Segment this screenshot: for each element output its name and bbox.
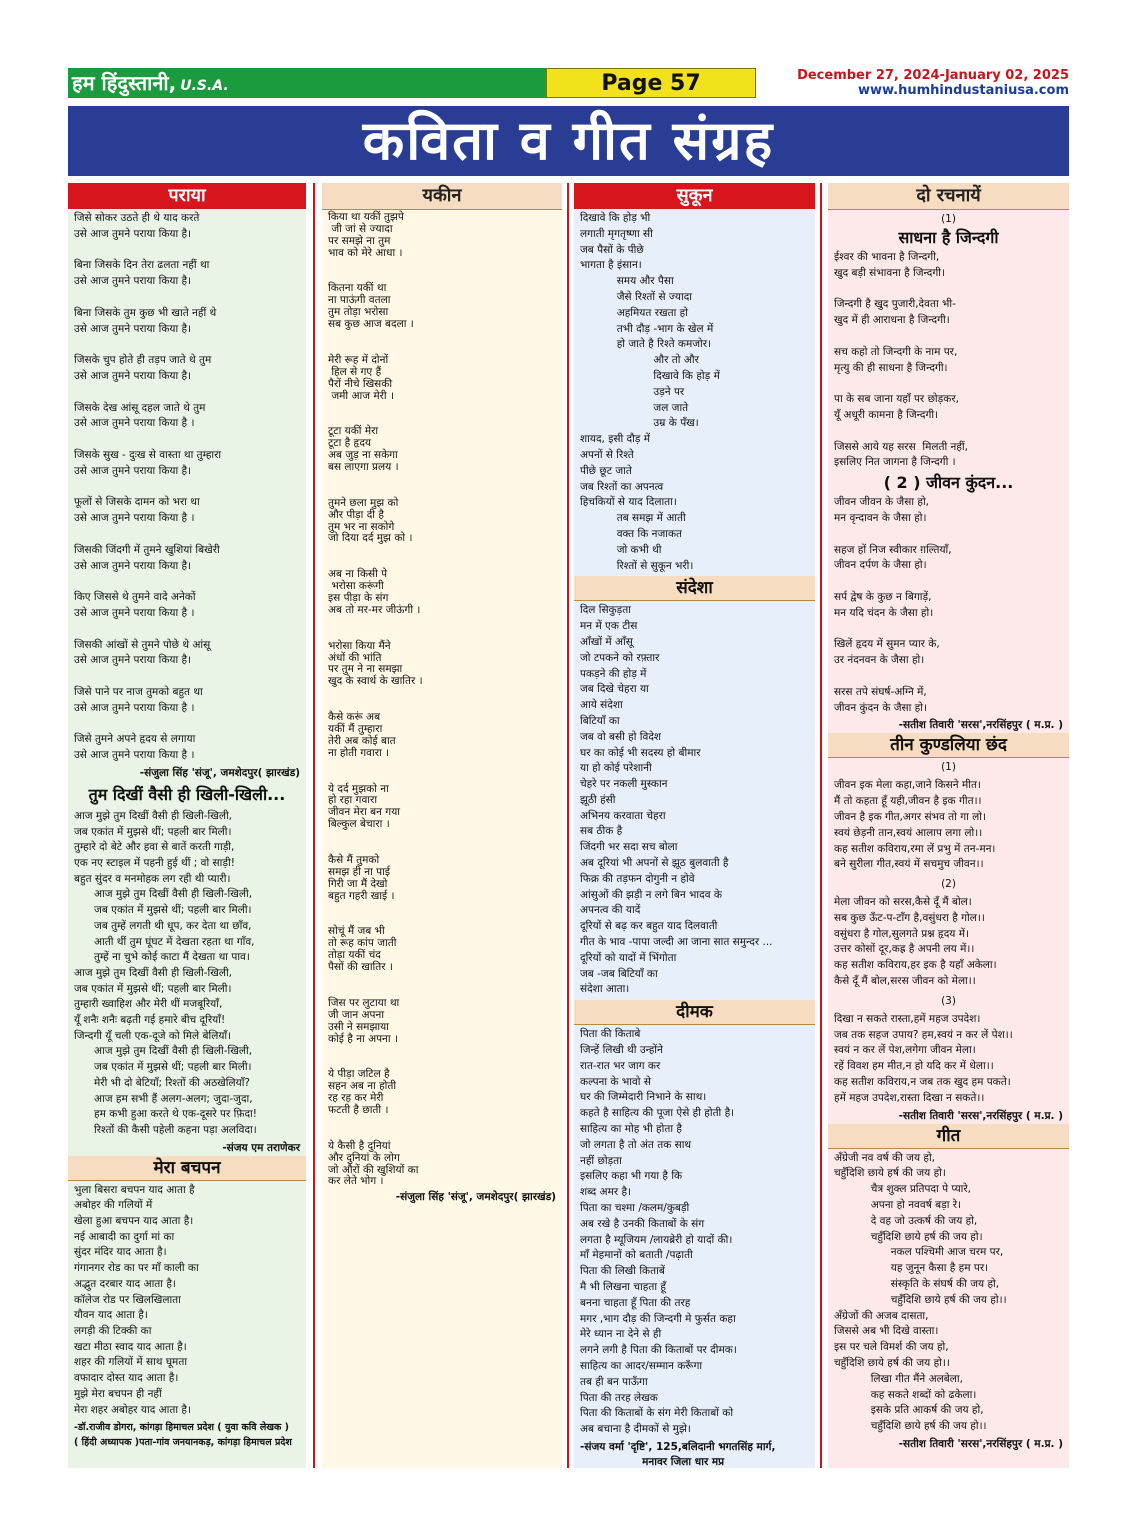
kundaliya-3: दिखा न सकते रास्ता,हमें महज उपदेश। जब तक सहज उपाय? हम,स्वयं न कर लें पेश।। स्वयं न कर लें पेश,लगेगा जीवन मेला। रहें विवश हम मीत,न हो यदि कर में धेला।। कह सतीश कविराय,न जब तक खुद हम पकते। हमें महज उपदेश,रास्ता दिखा न सकते।। <box>834 1012 1013 1104</box>
poem-credit: -संजय वर्मा 'दृष्टि', 125,बलिदानी भगतसिंह मार्ग, मनावर जिला धार मप्र <box>580 1440 776 1468</box>
poem-title-paraya: पराया <box>68 183 306 209</box>
newspaper-name: हम हिंदुस्तानी, U.S.A. <box>68 68 546 98</box>
column-2 <box>322 183 562 1468</box>
poem-credit: -संजुला सिंह 'संजू', जमशेदपुर( झारखंड) <box>139 766 300 779</box>
poem-title-deemak: दीमक <box>574 1000 815 1025</box>
poem-credit: -संजुला सिंह 'संजू', जमशेदपुर( झारखंड) <box>395 1191 556 1204</box>
poem-title-sukoon: सुकून <box>574 183 815 209</box>
poem-credit: -डॉ.राजीव डोगरा, कांगड़ा हिमाचल प्रदेश ( युवा कवि लेखक ) ( हिंदी अध्यापक )पता-गांव जनयानकड़, कांगड़ा हिमाचल प्रदेश <box>74 1422 292 1449</box>
poem-title-do-rachnayen: दो रचनायें <box>828 183 1069 210</box>
issue-info <box>797 68 1069 98</box>
poem-geet: अँग्रेजी नव वर्ष की जय हो, चहुँदिशि छाये हर्ष की जय हो। चैत्र शुक्ल प्रतिपदा पे प्यारे, अपना हो नववर्ष बड़ा रे। दे वह जो उत्कर्ष की जय हो, चहुँदिशि छाये हर्ष की जय हो। नकल पश्चिमी आज चरम पर, यह जुनून कैसा है हम पर। संस्कृति के संघर्ष की जय हो, चहुँदिशि छाये हर्ष की जय हो।। अँग्रेजों की अजब दासता, जिससे अब भी दिखे वास्ता। इस पर चले विमर्श की जय हो, चहुँदिशि छाये हर्ष की जय हो।। लिखा गीत मैंने अलबेला, कह सकते शब्दों को ढकेला। इसके प्रति आकर्ष की जय हो, चहुँदिशि छाये हर्ष की जय हो।। <box>834 1151 1007 1433</box>
poem-title-sandesha: संदेशा <box>574 576 815 601</box>
poem-subtitle: ( 2 ) जीवन कुंदन... <box>883 473 1014 493</box>
poem-credit: -सतीश तिवारी 'सरस',नरसिंहपुर ( म.प्र. ) <box>898 1438 1063 1450</box>
kundaliya-1: जीवन इक मेला कहा,जाने किसने मीत। मैं तो कहता हूँ यही,जीवन है इक गीत।। जीवन है इक गीत,अगर संभव तो गा लो। स्वयं छेड़नी तान,स्वयं आलाप लगा लो।। कह सतीश कविराय,रमा लें प्रभु में तन-मन। बने सुरीला गीत,स्वयं में सचमुच जीवन।। <box>834 779 996 871</box>
poem-number: (2) <box>941 878 956 891</box>
issue-date: December 27, 2024-January 02, 2025 <box>797 68 1069 83</box>
website-link[interactable]: www.humhindustaniusa.com <box>857 83 1069 98</box>
poem-number: (1) <box>941 213 956 225</box>
poem-credit: -सतीश तिवारी 'सरस',नरसिंहपुर ( म.प्र. ) <box>898 719 1063 732</box>
column-divider <box>567 183 569 1468</box>
poem-title-kundaliya: तीन कुण्डलिया छंद <box>828 733 1069 758</box>
column-divider <box>313 183 315 1468</box>
poem-sandesha: दिल सिकुड़ता मन में एक टीस आँखों में आँसू जो टपकने को रफ़्तार पकड़ने की होड़ में जब दिखे चेहरा या आये संदेशा बिटियाँ का जब वो बसी हो विदेश घर का कोई भी सदस्य हो बीमार या हो कोई परेशानी चेहरे पर नकली मुस्कान झूठी हंसी अभिनय करवाता चेहरा सब ठीक है जिंदगी भर सदा सच बोला अब दूरियां भी अपनों से झूठ बुलवाती है फिक्र की तड़फन दोगुनी न होवे आंसुओं की झड़ी न लगे बिन भादव के अपनत्व की यादें दूरियों से बढ़ कर बहुत याद दिलवाती गीत के भाव -पापा जल्दी आ जाना सात समुन्दर ... दूरियों को यादों में भिंगोता जब -जब बिटियाँ का संदेशा आता। <box>580 604 773 996</box>
poem-credit: -सतीश तिवारी 'सरस',नरसिंहपुर ( म.प्र. ) <box>898 1109 1063 1122</box>
poem-sukoon: दिखावे कि होड़ भी लगाती मृगतृष्णा सी जब पैसों के पीछे भागता है इंसान। समय और पैसा जैसे रिश्तों से ज्यादा अहमियत रखता हो तभी दौड़ -भाग के खेल में हो जाते है रिश्ते कमजोर। और तो और दिखावे कि होड़ में उड़ने पर जल जाते उम्र के पँख। शायद, इसी दौड़ में अपनों से रिश्ते पीछे छूट जाते जब रिश्तों का अपनत्व हिचकियों से याद दिलाता। तब समझ में आती वक्त कि नजाकत जो कभी थी रिश्तों से सुकून भरी। <box>580 212 720 572</box>
poem-credit: -संजय एम तराणेकर <box>222 1141 300 1154</box>
section-banner: कविता व गीत संग्रह <box>68 106 1069 176</box>
poem-title-bachpan: मेरा बचपन <box>68 1156 306 1181</box>
kundaliya-2: मेला जीवन को सरस,कैसे दूँ मैं बोल। सब कुछ ऊँट-प-टाँग है,वसुंधरा है गोल।। वसुंधरा है गोल,सुलगते प्रश्न हृदय में। उत्तर कोसों दूर,कह्र है अपनी लय में।। कह सतीश कविराय,हर इक है यहाँ अकेला। कैसे दूँ मैं बोल,सरस जीवन को मेला।। <box>834 896 997 988</box>
poem-khili: आज मुझे तुम दिखीं वैसी ही खिली-खिली, जब एकांत में मुझसे थीं; पहली बार मिली। तुम्हारे दो बेटे और हवा से बातें करती गाड़ी, एक नए स्टाइल में पहनी हुई थीं ; वो साड़ी! बहुत सुंदर व मनमोहक लग रही थी प्यारी। आज मुझे तुम दिखीं वैसी ही खिली-खिली, जब एकांत में मुझसे थीं; पहली बार मिली। जब तुम्हें लगती थी धूप, कर देता था छाँव, आती थीं तुम घूंघट में देखता रहता था गाँव, तुम्हें ना चुभे कोई काटा मैं देखता था पाव। आज मुझे तुम दिखीं वैसी ही खिली-खिली, जब एकांत में मुझसे थीं; पहली बार मिली। तुम्हारी ख्वाहिश और मेरी थीं मजबूरियाँ, यूँ शनैः शनैः बढ़ती गई हमारे बीच दूरियाँ! जिन्दगी यूँ चली एक-दूजे को मिले बेलियाँ। आज मुझे तुम दिखीं वैसी ही खिली-खिली, जब एकांत में मुझसे थीं; पहली बार मिली। मेरी भी दो बेटियाँ; रिश्तों की अठखेलियाँ? आज हम सभी हैं अलग-अलग; जुदा-जुदा, हम कभी हुआ करते थे एक-दूसरे पर फ़िदा! रिश्तों की कैसी पहेली कहना पड़ा अलविदा। <box>74 809 257 1136</box>
poem-deemak: पिता की किताबे जिन्हें लिखी थी उन्होंने रात-रात भर जाग कर कल्पना के भावो से घर की जिम्मेदारी निभाने के साथ। कहते है साहित्य की पूजा ऐसे ही होती है। साहित्य का मोह भी होता है जो लगता है तो अंत तक साथ नहीं छोड़ता इसलिए कहा भी गया है कि शब्द अमर है। पिता का चश्मा /कलम/कुबड़ी अब रखे है उनकी किताबों के संग लगता है म्यूजियम /लायब्रेरी हो यादों की। माँ मेहमानों को बताती /पढ़ाती पिता की लिखी किताबें मै भी लिखना चाहता हूँ बनना चाहता हूँ पिता की तरह मगर ,भाग दौड़ की जिन्दगी मे फुर्सत कहा मेरे ध्यान ना देने से ही लगने लगी है पिता की किताबों पर दीमक। साहित्य का आदर/सम्मान करूँगा तब ही बन पाऊँगा पिता की तरह लेखक पिता की किताबों के संग मेरी किताबों को अब बचाना है दीमकों से मुझे। <box>580 1028 737 1436</box>
poem-jeevan-kundan: जीवन जीवन के जैसा हो, मन वृन्दावन के जैसा हो। सहज हों निज स्वीकार ग़ल्तियाँ, जीवन दर्पण के जैसा हो। सर्प द्वेष के कुछ न बिगाड़ें, मन यदि चंदन के जैसा हो। खिलें हृदय में सुमन प्यार के, उर नंदनवन के जैसा हो। सरस तपे संघर्ष-अग्नि में, जीवन कुंदन के जैसा हो। <box>834 496 952 714</box>
poem-yakeen: किया था यकीं तुझपे जी जां से ज्यादा पर समझे ना तुम भाव को मेरे आधा । कितना यकीं था ना पाऊंगी वतला तुम तोड़ा भरोसा सब कुछ आज बदला । मेरी रूह में दोनों हिल से गए हैं पैरों नीचे खिसकी जमी आज मेरी । टूटा यकीं मेरा टूटा है हृदय अब जुड़ ना सकेगा बस लाएगा प्रलय । तुमने छला मुझ को और पीड़ा दी है तुम भर ना सकोगे जो दिया दर्द मुझ को । अब ना किसी पे भरोसा करूंगी इस पीड़ा के संग अब तो मर-मर जीऊंगी । भरोसा किया मैंने अंधों की भांति पर तुम ने ना समझा खुद के स्वार्थ के खातिर । कैसे करूं अब यकीं मैं तुम्हारा तेरी अब कोई बात ना होती गवारा । ये दर्द मुझको ना हो रहा गवारा जीवन मेरा बन गया बिल्कुल बेचारा । कैसे मैं तुमको समझ ही ना पाई गिरी जा मैं देखो बहुत गहरी खाई । सोचूं मैं जब भी तो रूह कांप जाती तोड़ा यकीं चंद पैसों की खातिर । जिस पर लुटाया था जी जान अपना उसी ने समझाया कोई है ना अपना । ये पीड़ा जटिल है सहन अब ना होती रह रह कर मेरी फटती है छाती । ये कैसी है दुनियां और दुनियां के लोग जो औरों की खुशियों का कर लेते भोग । <box>328 211 423 1188</box>
newspaper-country: U.S.A. <box>180 78 229 94</box>
column-divider <box>820 183 822 1468</box>
poem-title-khili: तुम दिखीं वैसी ही खिली-खिली... <box>88 784 286 804</box>
poem-sadhana: ईश्वर की भावना है जिन्दगी, खुद बड़ी संभावना है जिन्दगी। जिन्दगी है खुद पुजारी,देवता भी- खुद में ही आराधना है जिन्दगी। सच कहो तो जिन्दगी के नाम पर, मृत्यु की ही साधना है जिन्दगी। पा के सब जाना यहाँ पर छोड़कर, यूँ अधूरी कामना है जिन्दगी। जिससे आये यह सरस मिलती नहीं, इसलिए नित जागना है जिन्दगी । <box>834 251 968 469</box>
masthead <box>68 68 701 98</box>
column-3 <box>574 183 815 1468</box>
poem-number: (1) <box>941 761 956 774</box>
column-1 <box>68 183 306 1468</box>
poem-bachpan: भुला बिसरा बचपन याद आता है अबोहर की गलियों में खेला हुआ बचपन याद आता है। नई आबादी का दुर्गा मां का सुंदर मंदिर याद आता है। गंगानगर रोड का पर माँ काली का अद्भुत दरबार याद आता है। कॉलेज रोड पर खिलखिलाता यौवन याद आता है। लगड़ी की टिक्की का खटा मीठा स्वाद याद आता है। शहर की गलियों में साथ घूमता वफादार दोस्त याद आता है। मुझे मेरा बचपन ही नहीं मेरा शहर अबोहर याद आता है। <box>74 1183 199 1416</box>
poem-number: (3) <box>941 994 956 1007</box>
poem-paraya: जिसे सोकर उठते ही थे याद करते उसे आज तुमने पराया किया है। बिना जिसके दिन तेरा ढलता नहीं था उसे आज तुमने पराया किया है। बिना जिसके तुम कुछ भी खाते नहीं थे उसे आज तुमने पराया किया है। जिसके चुप होते ही तड़प जाते थे तुम उसे आज तुमने पराया किया है। जिसके देख आंसू दहल जाते थे तुम उसे आज तुमने पराया किया है । जिसके सुख - दुःख से वास्ता था तुम्हारा उसे आज तुमने पराया किया है। फूलों से जिसके दामन को भरा था उसे आज तुमने पराया किया है । जिसकी जिंदगी में तुमने खुशियां बिखेरी उसे आज तुमने पराया किया है। किए जिससे थे तुमने वादे अनेकों उसे आज तुमने पराया किया है । जिसकी आंखों से तुमने पोछे थे आंसू उसे आज तुमने पराया किया है। जिसे पाने पर नाज तुमको बहुत था उसे आज तुमने पराया किया है । जिसे तुमने अपने हृदय से लगाया उसे आज तुमने पराया किया है । <box>74 212 222 762</box>
poem-title-yakeen: यकीन <box>322 183 562 210</box>
poem-subtitle: साधना है जिन्दगी <box>898 228 999 247</box>
poem-title-geet: गीत <box>828 1124 1069 1149</box>
column-4 <box>828 183 1069 1468</box>
page-number: Page 57 <box>546 68 756 98</box>
